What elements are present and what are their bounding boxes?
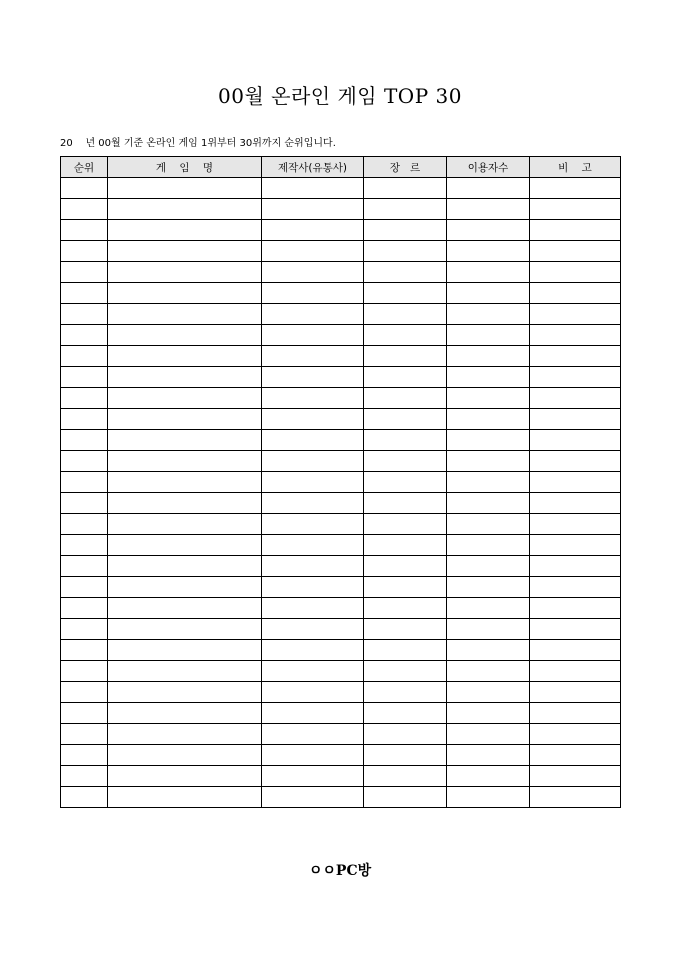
cell-genre [364, 598, 447, 619]
cell-game-name [108, 745, 262, 766]
footer-pc-bang: ㅇㅇPC방 [308, 863, 372, 879]
cell-user-count [447, 388, 530, 409]
cell-note [530, 724, 621, 745]
cell-note [530, 472, 621, 493]
cell-genre [364, 472, 447, 493]
table-row [61, 241, 621, 262]
cell-publisher [262, 682, 364, 703]
cell-genre [364, 724, 447, 745]
cell-genre [364, 577, 447, 598]
cell-genre [364, 388, 447, 409]
cell-genre [364, 304, 447, 325]
table-row [61, 724, 621, 745]
cell-rank [61, 220, 108, 241]
cell-game-name [108, 535, 262, 556]
cell-note [530, 199, 621, 220]
table-row [61, 346, 621, 367]
cell-user-count [447, 619, 530, 640]
cell-rank [61, 682, 108, 703]
cell-rank [61, 745, 108, 766]
cell-rank [61, 241, 108, 262]
cell-publisher [262, 346, 364, 367]
cell-note [530, 766, 621, 787]
cell-user-count [447, 535, 530, 556]
cell-user-count [447, 283, 530, 304]
cell-user-count [447, 661, 530, 682]
cell-game-name [108, 640, 262, 661]
cell-rank [61, 514, 108, 535]
cell-genre [364, 241, 447, 262]
cell-genre [364, 367, 447, 388]
cell-publisher [262, 535, 364, 556]
cell-note [530, 241, 621, 262]
cell-note [530, 787, 621, 808]
cell-rank [61, 409, 108, 430]
table-row [61, 640, 621, 661]
cell-genre [364, 409, 447, 430]
cell-user-count [447, 745, 530, 766]
cell-game-name [108, 493, 262, 514]
cell-rank [61, 325, 108, 346]
cell-genre [364, 178, 447, 199]
cell-publisher [262, 556, 364, 577]
cell-publisher [262, 409, 364, 430]
cell-genre [364, 787, 447, 808]
cell-note [530, 283, 621, 304]
cell-genre [364, 556, 447, 577]
cell-rank [61, 199, 108, 220]
cell-publisher [262, 178, 364, 199]
cell-genre [364, 514, 447, 535]
table-row [61, 472, 621, 493]
cell-note [530, 619, 621, 640]
cell-user-count [447, 472, 530, 493]
cell-game-name [108, 724, 262, 745]
cell-publisher [262, 262, 364, 283]
cell-rank [61, 535, 108, 556]
cell-user-count [447, 766, 530, 787]
cell-game-name [108, 283, 262, 304]
cell-rank [61, 472, 108, 493]
cell-game-name [108, 430, 262, 451]
table-row [61, 283, 621, 304]
cell-rank [61, 451, 108, 472]
cell-note [530, 535, 621, 556]
table-row [61, 262, 621, 283]
cell-user-count [447, 199, 530, 220]
table-row [61, 514, 621, 535]
cell-rank [61, 619, 108, 640]
cell-rank [61, 283, 108, 304]
table-row [61, 220, 621, 241]
table-row [61, 682, 621, 703]
cell-genre [364, 451, 447, 472]
cell-publisher [262, 304, 364, 325]
cell-note [530, 598, 621, 619]
table-row [61, 661, 621, 682]
cell-genre [364, 640, 447, 661]
cell-publisher [262, 451, 364, 472]
cell-user-count [447, 598, 530, 619]
cell-publisher [262, 766, 364, 787]
cell-genre [364, 766, 447, 787]
cell-rank [61, 388, 108, 409]
table-row [61, 556, 621, 577]
cell-user-count [447, 367, 530, 388]
cell-genre [364, 283, 447, 304]
table-row [61, 493, 621, 514]
cell-note [530, 703, 621, 724]
cell-rank [61, 787, 108, 808]
cell-game-name [108, 241, 262, 262]
cell-note [530, 556, 621, 577]
cell-genre [364, 199, 447, 220]
cell-user-count [447, 325, 530, 346]
cell-rank [61, 766, 108, 787]
cell-rank [61, 367, 108, 388]
cell-game-name [108, 220, 262, 241]
cell-publisher [262, 724, 364, 745]
cell-user-count [447, 787, 530, 808]
cell-publisher [262, 745, 364, 766]
cell-note [530, 640, 621, 661]
cell-game-name [108, 262, 262, 283]
cell-publisher [262, 430, 364, 451]
cell-genre [364, 535, 447, 556]
cell-game-name [108, 199, 262, 220]
cell-genre [364, 682, 447, 703]
cell-user-count [447, 640, 530, 661]
cell-game-name [108, 577, 262, 598]
cell-user-count [447, 241, 530, 262]
cell-note [530, 430, 621, 451]
cell-note [530, 451, 621, 472]
header-publisher: 제작사(유통사) [262, 157, 364, 178]
table-row [61, 535, 621, 556]
cell-publisher [262, 640, 364, 661]
cell-genre [364, 493, 447, 514]
cell-publisher [262, 283, 364, 304]
cell-publisher [262, 493, 364, 514]
cell-rank [61, 346, 108, 367]
cell-rank [61, 430, 108, 451]
table-row [61, 787, 621, 808]
cell-user-count [447, 304, 530, 325]
cell-genre [364, 220, 447, 241]
cell-user-count [447, 577, 530, 598]
cell-rank [61, 556, 108, 577]
cell-game-name [108, 619, 262, 640]
cell-publisher [262, 199, 364, 220]
cell-rank [61, 178, 108, 199]
table-row [61, 598, 621, 619]
cell-note [530, 493, 621, 514]
cell-note [530, 346, 621, 367]
cell-genre [364, 745, 447, 766]
cell-genre [364, 325, 447, 346]
cell-note [530, 661, 621, 682]
cell-note [530, 325, 621, 346]
cell-user-count [447, 682, 530, 703]
cell-game-name [108, 472, 262, 493]
cell-publisher [262, 325, 364, 346]
header-user-count: 이용자수 [447, 157, 530, 178]
table-row [61, 745, 621, 766]
cell-publisher [262, 619, 364, 640]
header-note: 비 고 [530, 157, 621, 178]
cell-game-name [108, 178, 262, 199]
cell-game-name [108, 325, 262, 346]
subtitle: 20 년 00월 기준 온라인 게임 1위부터 30위까지 순위입니다. [60, 138, 336, 149]
cell-game-name [108, 682, 262, 703]
cell-user-count [447, 430, 530, 451]
cell-genre [364, 661, 447, 682]
table-row [61, 199, 621, 220]
cell-game-name [108, 346, 262, 367]
page-title: 00월 온라인 게임 TOP 30 [218, 84, 462, 108]
cell-user-count [447, 556, 530, 577]
cell-publisher [262, 388, 364, 409]
cell-game-name [108, 409, 262, 430]
cell-genre [364, 430, 447, 451]
ranking-table [60, 156, 621, 808]
cell-genre [364, 346, 447, 367]
cell-game-name [108, 514, 262, 535]
cell-game-name [108, 598, 262, 619]
cell-publisher [262, 577, 364, 598]
cell-user-count [447, 178, 530, 199]
cell-note [530, 388, 621, 409]
cell-rank [61, 724, 108, 745]
cell-user-count [447, 346, 530, 367]
table-row [61, 766, 621, 787]
cell-publisher [262, 220, 364, 241]
cell-rank [61, 598, 108, 619]
cell-game-name [108, 766, 262, 787]
table-row [61, 367, 621, 388]
cell-publisher [262, 514, 364, 535]
cell-genre [364, 262, 447, 283]
cell-genre [364, 703, 447, 724]
cell-note [530, 262, 621, 283]
cell-game-name [108, 451, 262, 472]
cell-game-name [108, 787, 262, 808]
cell-note [530, 577, 621, 598]
cell-note [530, 409, 621, 430]
cell-rank [61, 703, 108, 724]
cell-rank [61, 304, 108, 325]
table-header-row [61, 157, 621, 178]
cell-rank [61, 640, 108, 661]
header-genre: 장 르 [364, 157, 447, 178]
cell-publisher [262, 661, 364, 682]
table-row [61, 430, 621, 451]
cell-game-name [108, 661, 262, 682]
cell-user-count [447, 493, 530, 514]
cell-game-name [108, 703, 262, 724]
table-row [61, 304, 621, 325]
cell-publisher [262, 598, 364, 619]
table-row [61, 388, 621, 409]
cell-game-name [108, 367, 262, 388]
cell-publisher [262, 703, 364, 724]
cell-user-count [447, 451, 530, 472]
cell-user-count [447, 220, 530, 241]
cell-rank [61, 493, 108, 514]
cell-note [530, 178, 621, 199]
table-row [61, 703, 621, 724]
cell-rank [61, 262, 108, 283]
table-row [61, 409, 621, 430]
cell-publisher [262, 787, 364, 808]
cell-user-count [447, 409, 530, 430]
cell-user-count [447, 262, 530, 283]
cell-user-count [447, 724, 530, 745]
cell-note [530, 745, 621, 766]
cell-rank [61, 577, 108, 598]
cell-note [530, 682, 621, 703]
cell-publisher [262, 241, 364, 262]
cell-game-name [108, 304, 262, 325]
header-game-name: 게 임 명 [108, 157, 262, 178]
table-body [61, 178, 621, 808]
table-row [61, 325, 621, 346]
cell-note [530, 304, 621, 325]
cell-publisher [262, 367, 364, 388]
cell-genre [364, 619, 447, 640]
table-row [61, 451, 621, 472]
cell-user-count [447, 703, 530, 724]
table-row [61, 619, 621, 640]
cell-publisher [262, 472, 364, 493]
cell-rank [61, 661, 108, 682]
table-row [61, 178, 621, 199]
cell-game-name [108, 388, 262, 409]
cell-note [530, 514, 621, 535]
cell-note [530, 367, 621, 388]
header-rank: 순위 [61, 157, 108, 178]
cell-game-name [108, 556, 262, 577]
table-row [61, 577, 621, 598]
cell-user-count [447, 514, 530, 535]
cell-note [530, 220, 621, 241]
